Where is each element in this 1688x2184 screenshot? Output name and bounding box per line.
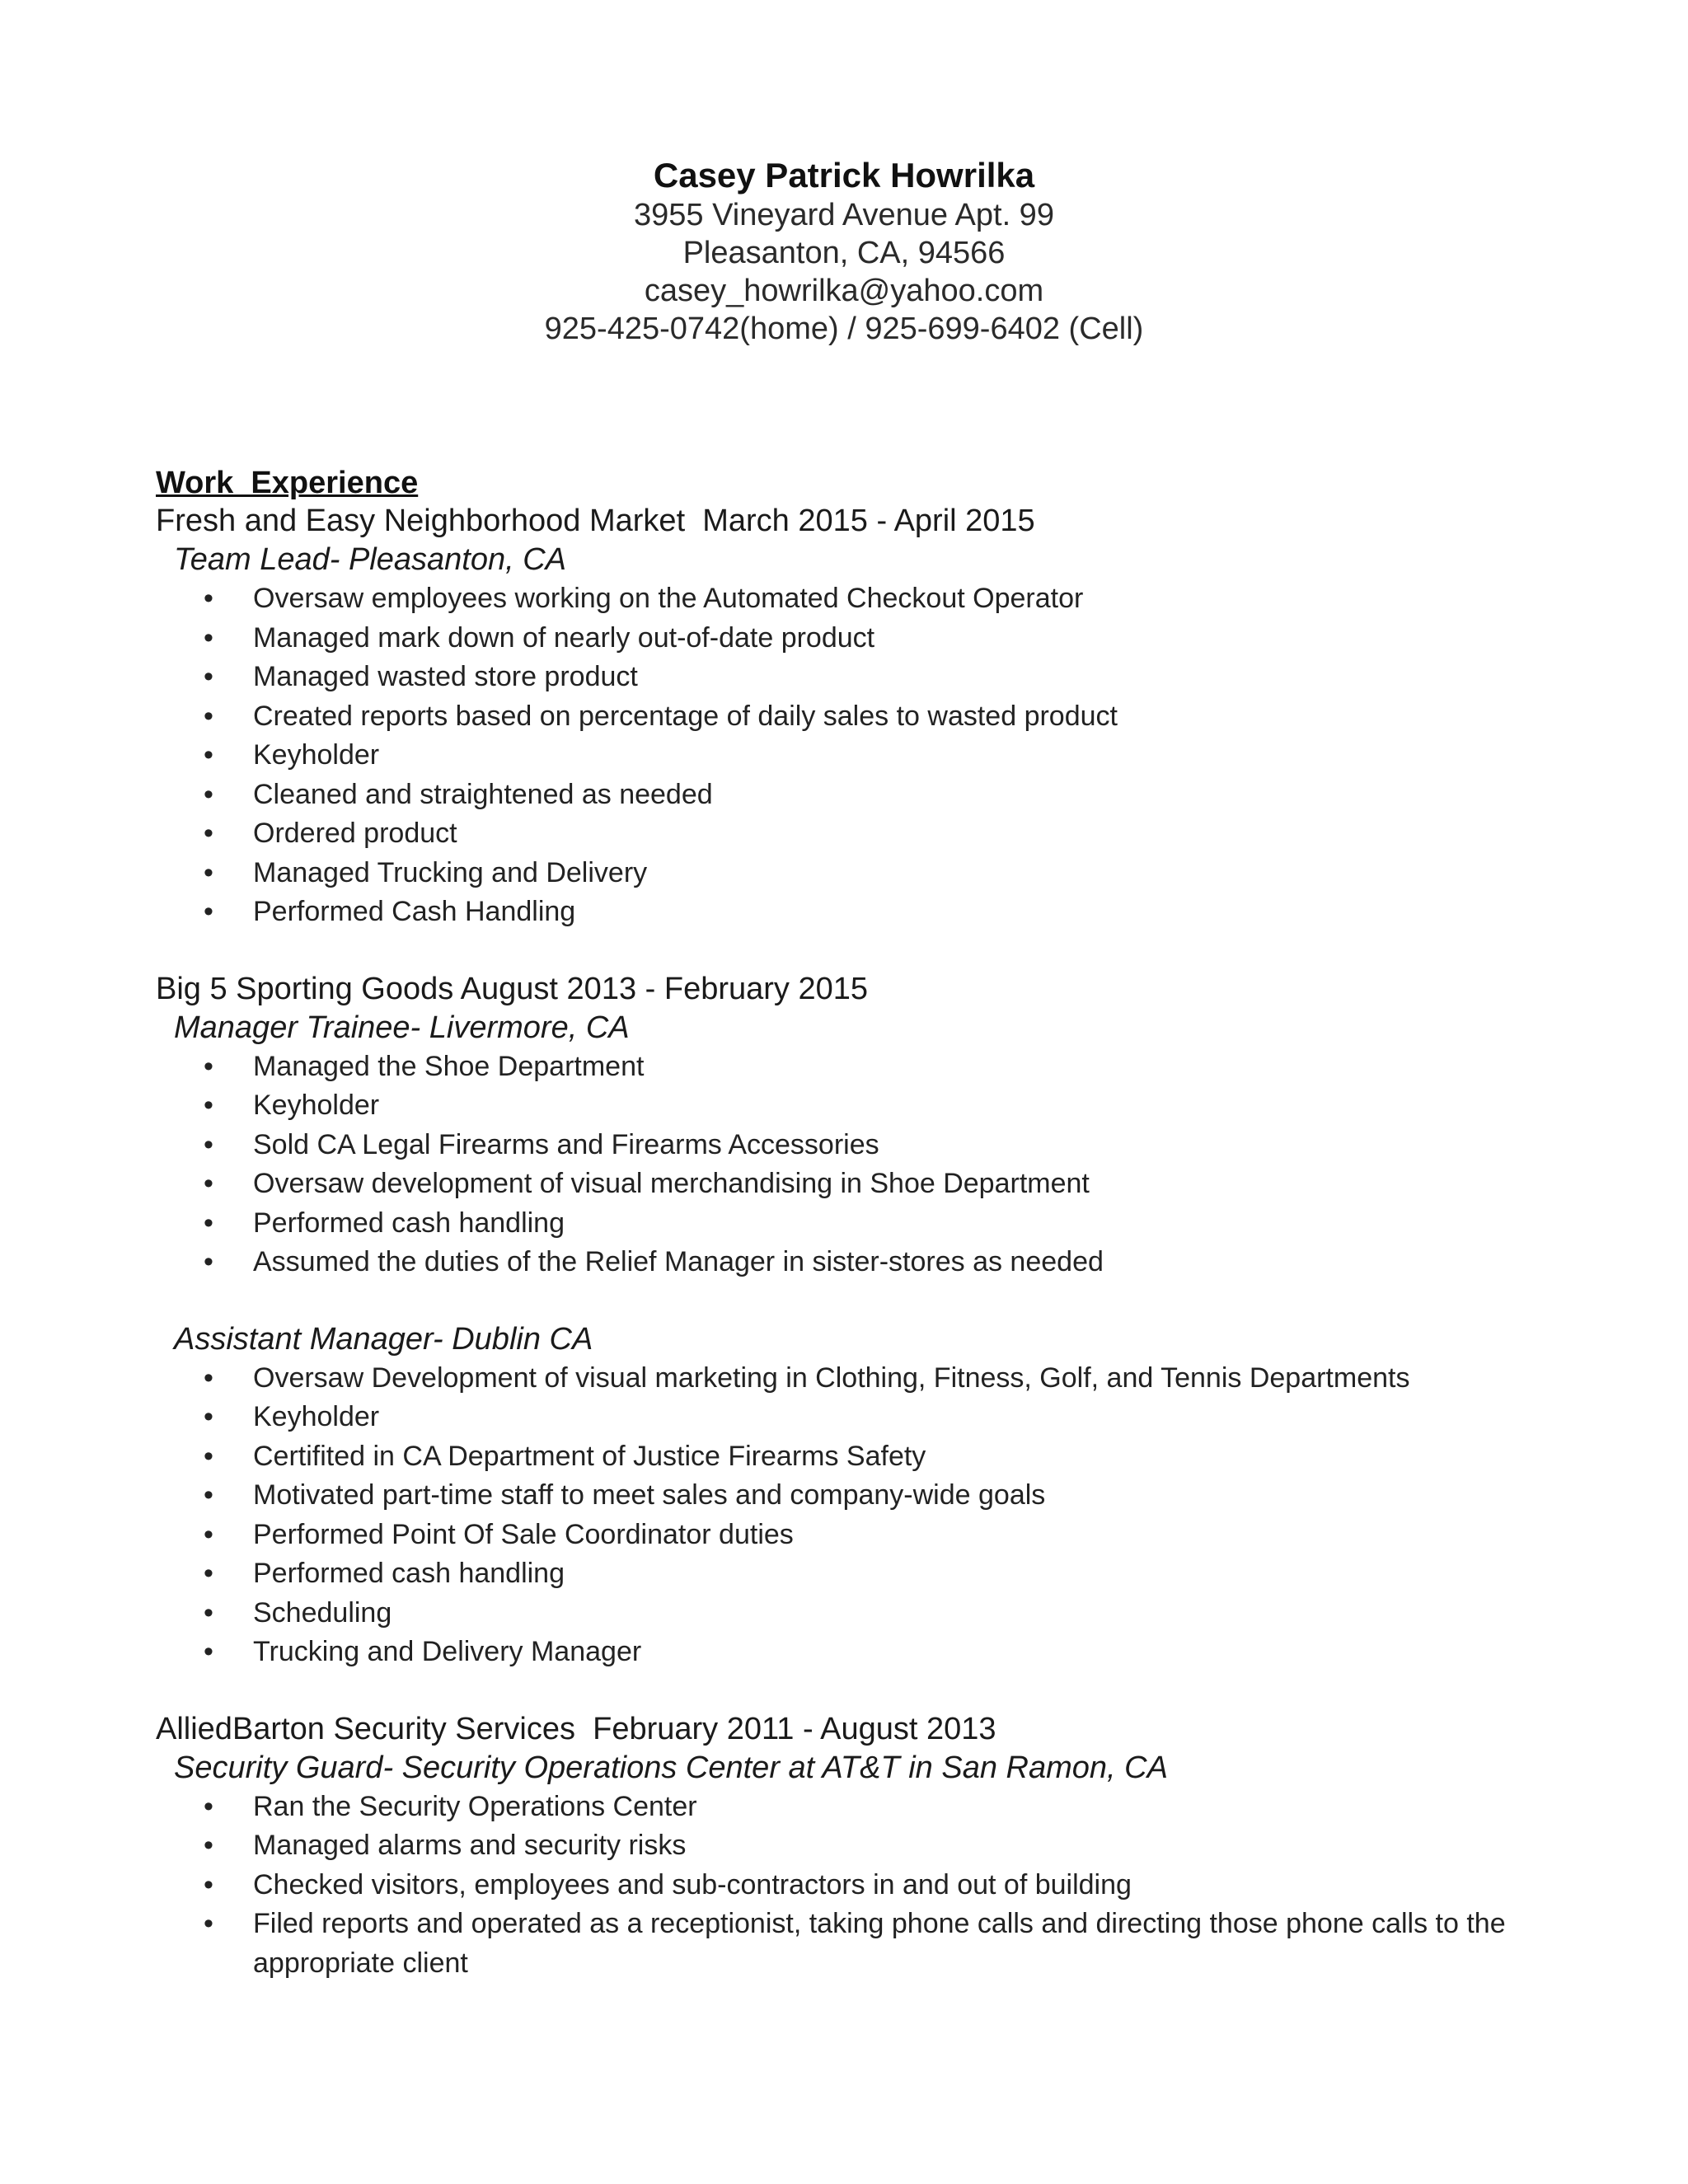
resume-body	[156, 464, 1557, 1983]
duty-item	[156, 1594, 1557, 1633]
bullet-icon: •	[204, 1050, 213, 1082]
duty-text: Managed the Shoe Department	[253, 1050, 645, 1082]
duty-text: Performed Point Of Sale Coordinator duties	[253, 1518, 794, 1550]
duty-text: Keyholder	[253, 1401, 380, 1432]
duty-item	[156, 1633, 1557, 1672]
job-entry	[156, 970, 1557, 1672]
bullet-icon: •	[204, 1830, 213, 1861]
bullet-icon: •	[204, 1168, 213, 1199]
duty-text: Motivated part-time staff to meet sales and company-wide goals	[253, 1479, 1046, 1511]
role-title: Security Guard- Security Operations Center at AT&T in San Ramon, CA	[174, 1750, 1168, 1785]
duty-text: Created reports based on percentage of daily sales to wasted product	[253, 700, 1118, 732]
duty-item	[156, 1866, 1557, 1905]
phone-line: 925-425-0742(home) / 925-699-6402 (Cell)	[544, 312, 1144, 346]
bullet-icon: •	[204, 1790, 213, 1822]
bullet-icon: •	[204, 621, 213, 654]
bullet-icon: •	[204, 583, 213, 614]
duty-text: Assumed the duties of the Relief Manager in sister-stores as needed	[253, 1246, 1104, 1277]
duty-list	[156, 1047, 1557, 1282]
bullet-icon: •	[204, 1908, 213, 1939]
duty-list	[156, 579, 1557, 932]
duty-item	[156, 619, 1557, 658]
duty-item	[156, 1243, 1557, 1282]
section-title-work-experience: Work Experience	[156, 466, 419, 500]
role-title: Assistant Manager- Dublin CA	[174, 1321, 593, 1357]
email-line: casey_howrilka@yahoo.com	[644, 274, 1044, 308]
duty-item	[156, 1826, 1557, 1866]
bullet-icon: •	[204, 896, 213, 927]
jobs-list	[156, 502, 1557, 1983]
duty-item	[156, 1554, 1557, 1594]
duty-item	[156, 1126, 1557, 1165]
duty-item	[156, 1437, 1557, 1477]
bullet-icon: •	[204, 739, 213, 771]
duty-text: Sold CA Legal Firearms and Firearms Accessories	[253, 1128, 879, 1160]
company-line: AlliedBarton Security Services February 2011 - August 2013	[156, 1711, 996, 1746]
bullet-icon: •	[204, 1207, 213, 1239]
role-block	[156, 1009, 1557, 1282]
duty-text: Filed reports and operated as a receptionist, taking phone calls and directing those phone calls to the appropriate client	[253, 1908, 1506, 1979]
duty-text: Ordered product	[253, 818, 457, 849]
duty-text: Managed wasted store product	[253, 661, 638, 692]
duty-item	[156, 1204, 1557, 1244]
job-entry	[156, 502, 1557, 932]
bullet-icon: •	[204, 1440, 213, 1472]
duty-item	[156, 1165, 1557, 1204]
duty-item	[156, 776, 1557, 815]
city-line: Pleasanton, CA, 94566	[682, 236, 1006, 270]
duty-text: Certifited in CA Department of Justice Firearms Safety	[253, 1440, 926, 1472]
duty-item	[156, 736, 1557, 776]
duty-text: Performed Cash Handling	[253, 896, 576, 927]
duty-item	[156, 1905, 1557, 1983]
duty-item	[156, 1086, 1557, 1126]
duty-item	[156, 579, 1557, 619]
bullet-icon: •	[204, 778, 213, 810]
duty-text: Oversaw Development of visual marketing in Clothing, Fitness, Golf, and Tennis Departments	[253, 1361, 1410, 1394]
role-block	[156, 541, 1557, 932]
duty-item	[156, 893, 1557, 932]
job-entry	[156, 1710, 1557, 1984]
duty-item	[156, 1398, 1557, 1437]
duty-item	[156, 854, 1557, 893]
duty-text: Scheduling	[253, 1596, 392, 1629]
duty-text: Managed Trucking and Delivery	[253, 856, 648, 888]
duty-item	[156, 1359, 1557, 1399]
duty-text: Managed alarms and security risks	[253, 1830, 687, 1861]
role-title: Manager Trainee- Livermore, CA	[174, 1010, 630, 1045]
address-line: 3955 Vineyard Avenue Apt. 99	[634, 198, 1054, 232]
duty-item	[156, 1476, 1557, 1516]
bullet-icon: •	[204, 1479, 213, 1511]
resume-header	[0, 155, 1688, 348]
role-title: Team Lead- Pleasanton, CA	[174, 542, 567, 577]
bullet-icon: •	[204, 1518, 213, 1550]
duty-list	[156, 1359, 1557, 1672]
duty-item	[156, 658, 1557, 697]
duty-item	[156, 814, 1557, 854]
candidate-name: Casey Patrick Howrilka	[653, 156, 1035, 194]
bullet-icon: •	[204, 1596, 213, 1629]
bullet-icon: •	[204, 1128, 213, 1160]
duty-item	[156, 1516, 1557, 1555]
duty-list	[156, 1788, 1557, 1984]
bullet-icon: •	[204, 1636, 213, 1667]
duty-text: Oversaw development of visual merchandising in Shoe Department	[253, 1168, 1090, 1199]
duty-item	[156, 1788, 1557, 1827]
bullet-icon: •	[204, 1558, 213, 1589]
bullet-icon: •	[204, 661, 213, 692]
duty-item	[156, 697, 1557, 737]
duty-text: Trucking and Delivery Manager	[253, 1636, 642, 1667]
duty-text: Keyholder	[253, 739, 380, 771]
bullet-icon: •	[204, 1090, 213, 1121]
duty-text: Performed cash handling	[253, 1558, 565, 1589]
bullet-icon: •	[204, 856, 213, 888]
company-line: Big 5 Sporting Goods August 2013 - February 2015	[156, 971, 868, 1006]
bullet-icon: •	[204, 1868, 213, 1900]
role-block	[156, 1320, 1557, 1672]
bullet-icon: •	[204, 1246, 213, 1277]
duty-text: Checked visitors, employees and sub-contractors in and out of building	[253, 1868, 1132, 1900]
bullet-icon: •	[204, 1401, 213, 1432]
role-block	[156, 1749, 1557, 1984]
duty-text: Oversaw employees working on the Automated Checkout Operator	[253, 583, 1084, 614]
bullet-icon: •	[204, 700, 213, 732]
duty-text: Performed cash handling	[253, 1207, 565, 1239]
duty-item	[156, 1047, 1557, 1087]
duty-text: Managed mark down of nearly out-of-date product	[253, 621, 875, 654]
duty-text: Keyholder	[253, 1090, 380, 1121]
duty-text: Ran the Security Operations Center	[253, 1790, 697, 1822]
bullet-icon: •	[204, 1361, 213, 1394]
company-line: Fresh and Easy Neighborhood Market March 2015 - April 2015	[156, 504, 1035, 538]
bullet-icon: •	[204, 818, 213, 849]
duty-text: Cleaned and straightened as needed	[253, 778, 713, 810]
